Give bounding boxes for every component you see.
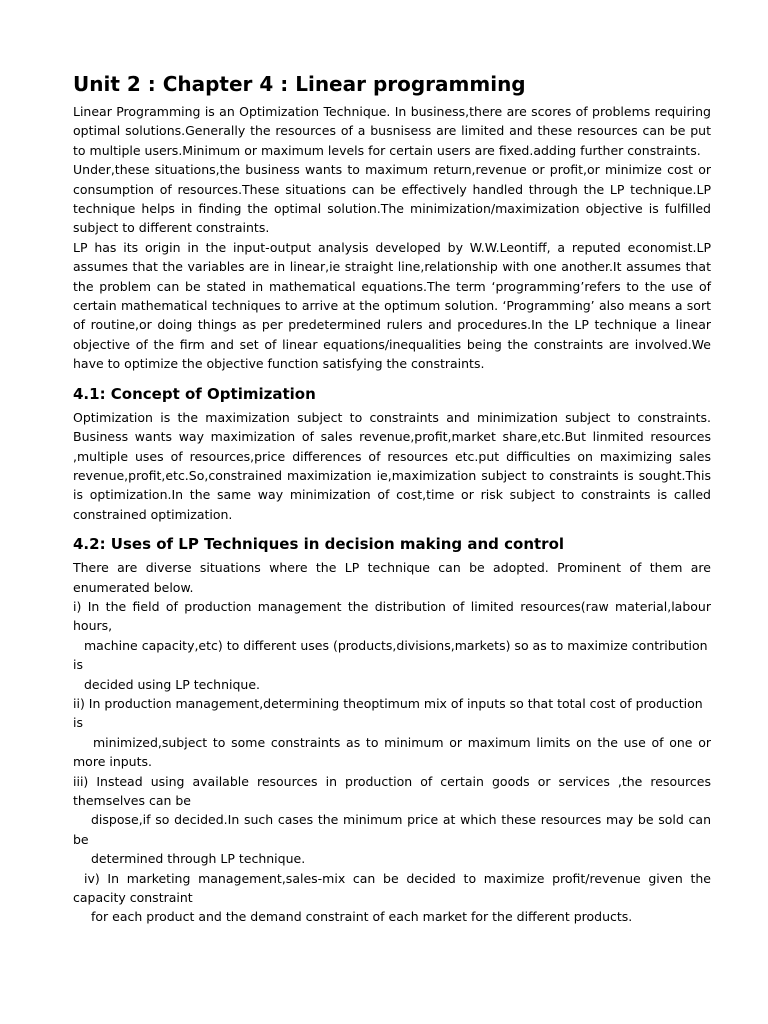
list-item-ii-line-2: minimized,subject to some constraints as to minimum or maximum limits on the use of one or more inputs. <box>73 734 711 770</box>
section-4-1-paragraph: Optimization is the maximization subject to constraints and minimization subject to constraints. Business wants way maximization of sales revenue,profit,market share,etc.But linmited resources ,multiple uses of resources,price differences of resources etc.put difficulties on maximizing sales revenue,profit,etc.So,constrained maximization ie,maximization subject to constraints is sought.This is optimization.In the same way minimization of cost,time or risk subject to constraints is called constrained optimization. <box>73 409 711 522</box>
list-item-i-line-2: machine capacity,etc) to different uses (products,divisions,markets) so as to maximize contribution is <box>73 637 708 673</box>
list-item-iv-line-1: iv) In marketing management,sales-mix can be decided to maximize profit/revenue given the capacity constraint <box>73 870 711 906</box>
page-title: Unit 2 : Chapter 4 : Linear programming <box>73 72 526 96</box>
list-item-iii-line-1: iii) Instead using available resources in production of certain goods or services ,the resources themselves can be <box>73 773 711 808</box>
intro-paragraph-1: Linear Programming is an Optimization Technique. In business,there are scores of problems requiring optimal solutions.Generally the resources of a busnisess are limited and these resources can be put to multiple users.Minimum or maximum levels for certain users are fixed.adding further constraints. <box>73 104 711 158</box>
list-item-i-line-3: decided using LP technique. <box>84 676 261 692</box>
section-4-2-intro: There are diverse situations where the LP technique can be adopted. Prominent of them are enumerated below. <box>73 560 711 595</box>
list-item-ii-line-1: ii) In production management,determining theoptimum mix of inputs so that total cost of production is <box>73 695 703 731</box>
list-item-iv-line-2: for each product and the demand constraint of each market for the different products. <box>91 909 633 925</box>
intro-paragraph-3: LP has its origin in the input-output analysis developed by W.W.Leontiff, a reputed economist.LP assumes that the variables are in linear,ie straight line,relationship with one another.It assumes that the problem can be stated in mathematical equations.The term ‘programming’refers to the use of certain mathematical techniques to arrive at the optimum solution. ‘Programming’ also means a sort of routine,or doing things as per predetermined rulers and procedures.In the LP technique a linear objective of the firm and set of linear equations/inequalities being the constraints are involved.We have to optimize the objective function satisfying the constraints. <box>73 239 711 372</box>
section-heading-4-2: 4.2: Uses of LP Techniques in decision making and control <box>73 535 565 554</box>
list-item-iii-line-3: determined through LP technique. <box>91 851 306 867</box>
list-item-i-line-1: i) In the field of production management the distribution of limited resources(raw material,labour hours, <box>73 598 711 634</box>
intro-paragraph-2: Under,these situations,the business wants to maximum return,revenue or profit,or minimize cost or consumption of resources.These situations can be effectively handled through the LP technique.LP technique helps in finding the optimal solution.The minimization/maximization objective is fulfilled subject to different constraints. <box>73 162 711 236</box>
list-item-iii-line-2: dispose,if so decided.In such cases the minimum price at which these resources may be sold can be <box>73 812 711 847</box>
section-heading-4-1: 4.1: Concept of Optimization <box>73 384 316 403</box>
